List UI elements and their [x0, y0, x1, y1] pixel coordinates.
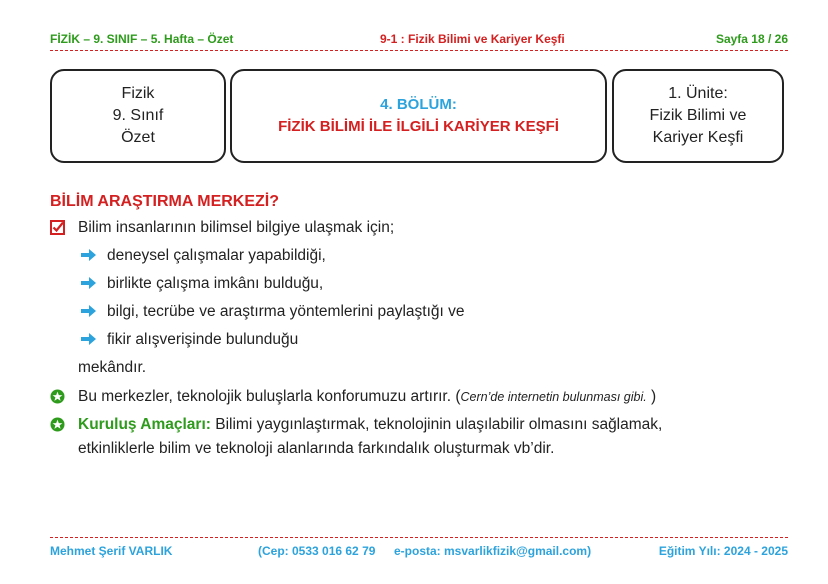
goals-line-1: Bilimi yaygınlaştırmak, teknolojinin ulaşılabilir olmasını sağlamak, [210, 416, 663, 433]
checkbox-checked-icon [50, 220, 65, 235]
footer-author: Mehmet Şerif VARLIK [50, 544, 173, 558]
header-center: 9-1 : Fizik Bilimi ve Kariyer Keşfi [380, 32, 565, 46]
point-goals [78, 415, 662, 435]
point-cern [78, 387, 656, 407]
point-note: Cern’de internetin bulunması gibi. [460, 390, 647, 404]
point-close: ) [646, 388, 657, 405]
star-circle-icon [50, 417, 65, 432]
section-title: BİLİM ARAŞTIRMA MERKEZİ? [50, 193, 280, 210]
arrow-right-icon [80, 248, 97, 262]
footer-divider [50, 537, 788, 538]
chapter-title-box [230, 69, 607, 163]
chapter-title: FİZİK BİLİMİ İLE İLGİLİ KARİYER KEŞFİ [278, 118, 559, 135]
list-item: bilgi, tecrübe ve araştırma yöntemlerini paylaştığı ve [107, 303, 465, 320]
page-footer [50, 544, 788, 560]
list-item: deneysel çalışmalar yapabildiği, [107, 247, 326, 264]
arrow-right-icon [80, 332, 97, 346]
header-divider [50, 50, 788, 51]
arrow-right-icon [80, 304, 97, 318]
box-line: 9. Sınıf [112, 107, 164, 124]
box-line: Fizik [121, 85, 155, 102]
page-header [50, 32, 788, 48]
point-text: Bu merkezler, teknolojik buluşlarla konforumuzu artırır. ( [78, 388, 461, 405]
chapter-number: 4. BÖLÜM: [380, 96, 457, 113]
list-item: birlikte çalışma imkânı bulduğu, [107, 275, 324, 292]
header-page-number: Sayfa 18 / 26 [715, 32, 788, 46]
goals-line-2: etkinliklerle bilim ve teknoloji alanlarında farkındalık oluşturmak vb’dir. [78, 440, 555, 457]
unit-info-box [612, 69, 784, 163]
box-line: 1. Ünite: [668, 85, 728, 102]
header-left: FİZİK – 9. SINIF – 5. Hafta – Özet [50, 32, 234, 46]
arrow-right-icon [80, 276, 97, 290]
goals-label: Kuruluş Amaçları: [78, 416, 211, 433]
class-info-box [50, 69, 226, 163]
box-line: Fizik Bilimi ve [649, 107, 747, 124]
footer-email: e-posta: msvarlikfizik@gmail.com) [394, 544, 592, 558]
footer-phone: (Cep: 0533 016 62 79 [258, 544, 376, 558]
conclusion-text: mekândır. [78, 359, 147, 376]
star-circle-icon [50, 389, 65, 404]
intro-text: Bilim insanlarının bilimsel bilgiye ulaşmak için; [78, 219, 395, 236]
list-item: fikir alışverişinde bulunduğu [107, 331, 299, 348]
box-line: Kariyer Keşfi [652, 129, 744, 146]
footer-year: Eğitim Yılı: 2024 - 2025 [658, 544, 788, 558]
box-line: Özet [121, 129, 155, 146]
